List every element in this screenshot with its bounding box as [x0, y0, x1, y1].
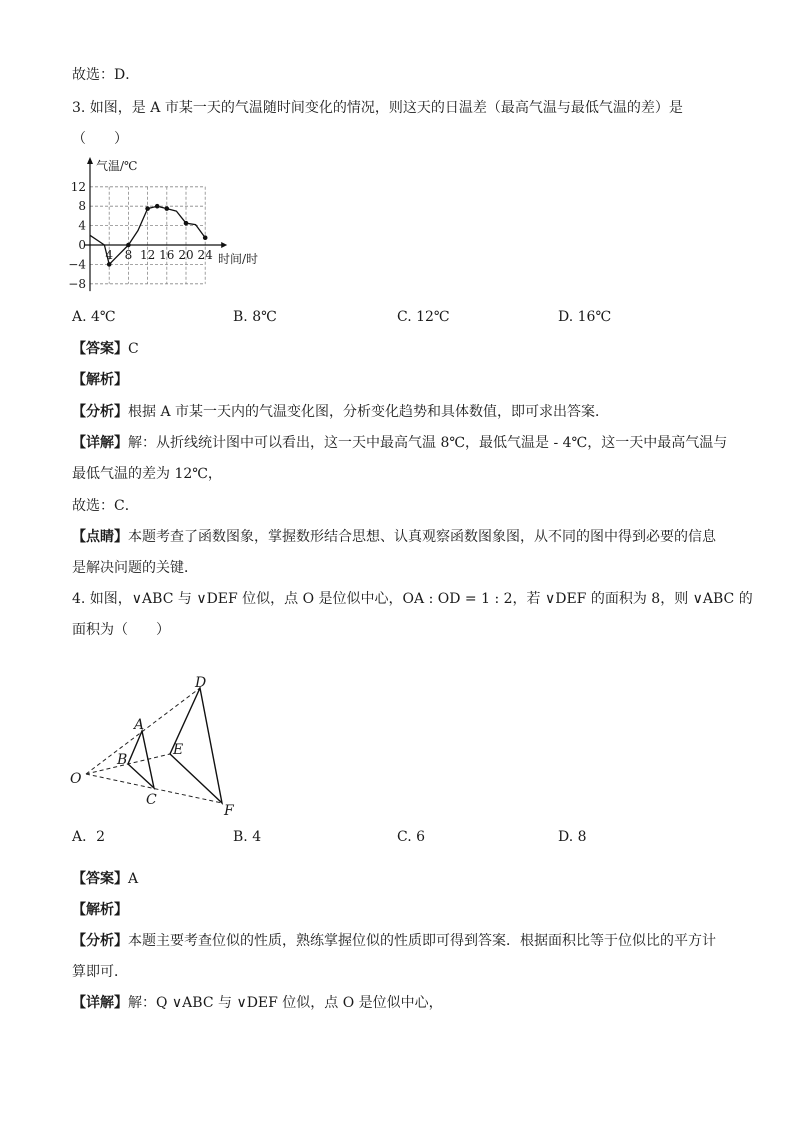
x-tick-label: 12 — [139, 248, 156, 262]
q3-answer — [72, 340, 139, 358]
q3-option-c[interactable]: C. 12℃ — [397, 309, 450, 325]
data-point — [165, 206, 170, 211]
y-tick-label: 8 — [78, 199, 86, 214]
data-point — [155, 204, 160, 209]
q3-option-a[interactable]: A. 4℃ — [72, 309, 116, 325]
q4-option-b[interactable]: B. 4 — [233, 829, 262, 845]
x-tick-label: 16 — [159, 248, 175, 262]
prev-answer-line: 故选：D． — [72, 67, 140, 83]
q3-xiangjie-line1 — [72, 434, 727, 452]
q3-fenxi-text: 根据 A 市某一天内的气温变化图，分析变化趋势和具体数值，即可求出答案． — [128, 404, 610, 420]
label-c: C — [146, 792, 157, 808]
y-tick-label: 4 — [78, 218, 86, 233]
label-d: D — [195, 675, 207, 691]
data-point — [184, 221, 189, 226]
q4-stem-line2: 面积为（ ） — [72, 622, 170, 638]
x-tick-label: 4 — [105, 248, 114, 262]
q3-xiangjie-tag: 【详解】 — [72, 435, 128, 451]
q4-xiangjie-text: 解：Q ∨ABC 与 ∨DEF 位似，点 O 是位似中心， — [128, 995, 443, 1011]
q3-option-b[interactable]: B. 8℃ — [233, 309, 277, 325]
q4-xiangjie — [72, 994, 443, 1012]
q3-stem-line2: （ ） — [72, 131, 128, 147]
q4-fenxi-line1 — [72, 932, 716, 950]
chart-y-axis-label: 气温/℃ — [96, 159, 138, 173]
q3-jiexi: 【解析】 — [72, 372, 128, 388]
data-point — [203, 235, 208, 240]
q4-homothety-figure — [66, 668, 256, 818]
q3-temperature-chart — [60, 155, 290, 300]
chart-axes — [84, 157, 227, 291]
x-tick-label: 20 — [178, 248, 194, 262]
q4-stem-line1: 4. 如图，∨ABC 与 ∨DEF 位似，点 O 是位似中心，OA : OD = 1 : 2，若 ∨DEF 的面积为 8，则 ∨ABC 的 — [72, 591, 753, 607]
q3-dianjing-tag: 【点睛】 — [72, 529, 128, 545]
q3-dianjing-line1 — [72, 528, 716, 546]
q3-fenxi — [72, 403, 609, 421]
q4-fenxi-tag: 【分析】 — [72, 933, 128, 949]
chart-grid — [90, 187, 205, 284]
data-point — [126, 243, 131, 248]
x-tick-label: 8 — [124, 248, 133, 262]
q4-option-a[interactable]: A．2 — [72, 829, 106, 845]
q4-fenxi-text1: 本题主要考查位似的性质，熟练掌握位似的性质即可得到答案．根据面积比等于位似比的平方计 — [128, 933, 716, 949]
q3-stem-line1: 3. 如图，是 A 市某一天的气温随时间变化的情况，则这天的日温差（最高气温与最低气温的差）是 — [72, 100, 683, 116]
chart-x-axis-label: 时间/时 — [218, 252, 259, 266]
q4-jiexi: 【解析】 — [72, 902, 128, 918]
y-tick-label: 12 — [70, 179, 86, 194]
y-tick-label: −4 — [68, 257, 86, 272]
label-b: B — [117, 752, 128, 768]
q3-dianjing-line2: 是解决问题的关键． — [72, 560, 198, 576]
q4-option-c[interactable]: C. 6 — [397, 829, 426, 845]
q3-fenxi-tag: 【分析】 — [72, 404, 128, 420]
q4-answer-tag: 【答案】 — [72, 871, 128, 887]
q3-conclusion: 故选：C． — [72, 498, 139, 514]
q4-fenxi-line2: 算即可． — [72, 964, 128, 980]
q3-answer-value: C — [128, 341, 139, 357]
q4-xiangjie-tag: 【详解】 — [72, 995, 128, 1011]
q4-option-d[interactable]: D. 8 — [558, 829, 587, 845]
q4-answer-value: A — [128, 871, 139, 887]
q4-answer — [72, 870, 138, 888]
y-tick-label: 0 — [78, 238, 86, 252]
label-o: O — [70, 771, 82, 787]
label-e: E — [173, 742, 184, 758]
y-axis-arrow — [87, 157, 93, 164]
q3-xiangjie-text1: 解：从折线统计图中可以看出，这一天中最高气温 8℃，最低气温是 - 4℃，这一天中最高气温与 — [128, 435, 728, 451]
q3-xiangjie-line2: 最低气温的差为 12℃， — [72, 466, 222, 482]
label-a: A — [134, 717, 145, 733]
x-tick-label: 24 — [197, 248, 213, 262]
q3-answer-tag: 【答案】 — [72, 341, 128, 357]
x-axis-arrow — [221, 242, 227, 248]
data-point — [107, 262, 112, 267]
data-point — [145, 206, 150, 211]
q3-dianjing-text1: 本题考查了函数图象，掌握数形结合思想、认真观察函数图象图，从不同的图中得到必要的信息 — [128, 529, 716, 545]
q3-option-d[interactable]: D. 16℃ — [558, 309, 612, 325]
y-tick-label: −8 — [68, 276, 86, 291]
label-f: F — [224, 803, 234, 818]
